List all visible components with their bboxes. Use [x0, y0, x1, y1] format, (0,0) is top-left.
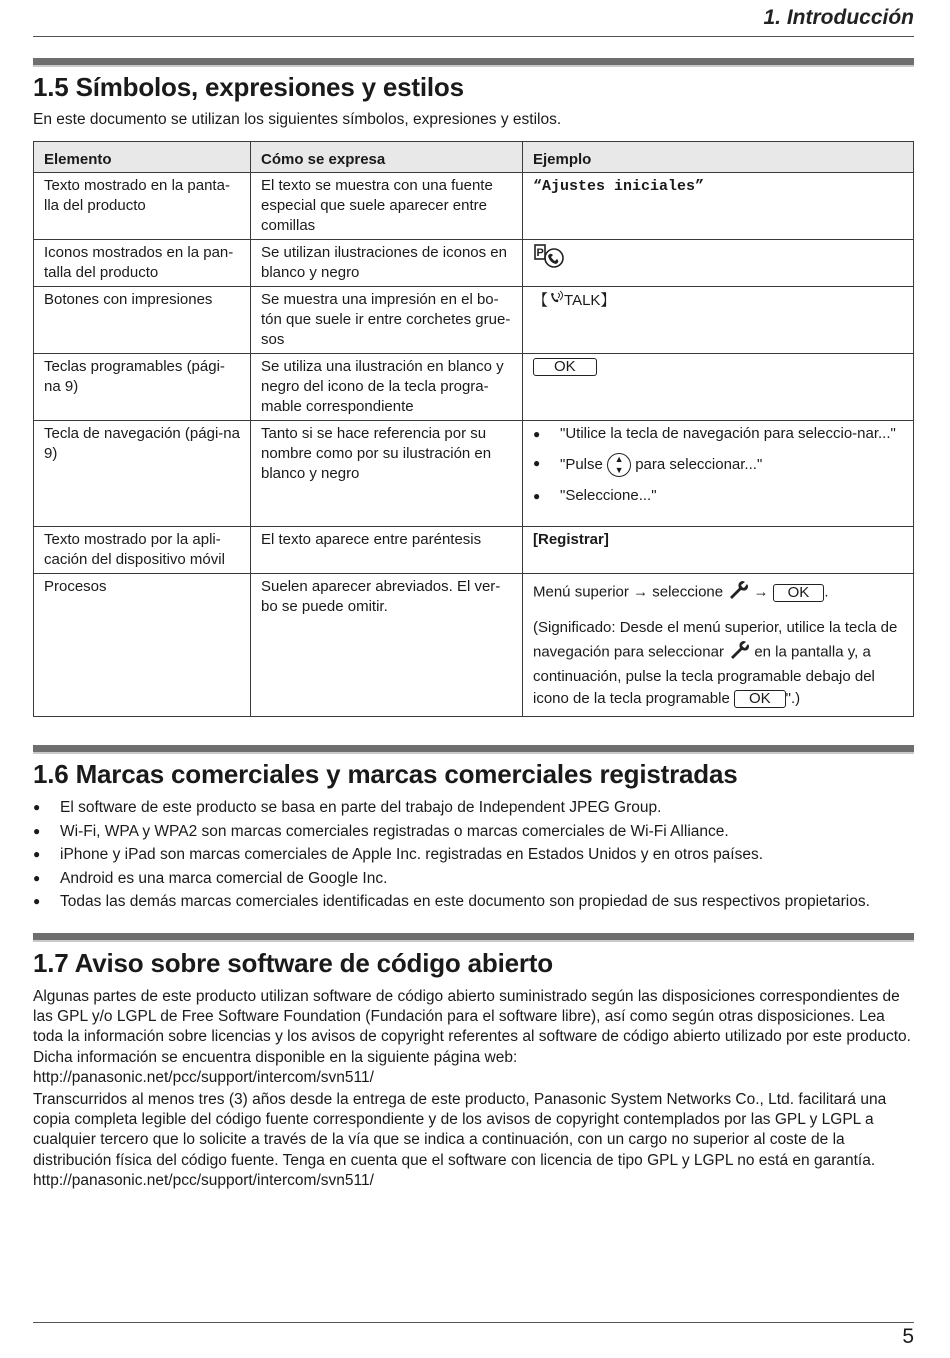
trademark-list	[33, 797, 870, 915]
open-source-paragraph: Transcurridos al menos tres (3) años desde la entrega de este producto, Panasonic System Networks Co., Ltd. facilitará una copia completa legible del código fuente correspondiente y de los avisos de copyright contemplados por las GPL y LGPL a cualquier tercero que lo solicite a través de la vía que se indica a continuación, con un cargo no superior al coste de la distribución física del código fuente. Tenga en cuenta que el software con licencia de tipo GPL y LGPL no está en garantía.	[33, 1091, 887, 1169]
list-item: ● El software de este producto se basa en parte del trabajo de Independent JPEG Group.	[33, 797, 870, 821]
section-title-1-6: 1.6 Marcas comerciales y marcas comerciales registradas	[33, 759, 738, 789]
process-text: Menú superior	[533, 583, 629, 601]
cell-element: Botones con impresiones	[34, 287, 251, 354]
section-bar	[33, 58, 914, 67]
process-text: .	[824, 583, 829, 601]
app-text-example: [Registrar]	[533, 531, 609, 548]
cell-example	[523, 240, 914, 287]
cell-element: Texto mostrado en la panta-lla del producto	[34, 173, 251, 240]
open-source-url[interactable]: http://panasonic.net/pcc/support/intercom/svn511/	[33, 1069, 374, 1086]
cell-how: Se utiliza una ilustración en blanco y negro del icono de la tecla progra-mable correspondiente	[251, 354, 523, 421]
wrench-icon	[727, 579, 749, 606]
arrow-right-icon: →	[633, 583, 649, 601]
column-header-how: Cómo se expresa	[251, 142, 523, 173]
list-item: ● "Seleccione..."	[533, 486, 903, 506]
phonebook-icon	[533, 243, 567, 275]
open-source-url[interactable]: http://panasonic.net/pcc/support/intercom/svn511/	[33, 1172, 374, 1189]
ok-softkey-icon: OK	[533, 358, 597, 376]
meaning-text: en la pantalla y, a continuación, pulse la tecla programable debajo del icono de la tecla programable	[533, 643, 875, 707]
section-intro: En este documento se utilizan los siguientes símbolos, expresiones y estilos.	[33, 111, 562, 128]
bracket-close: 】	[600, 291, 616, 309]
cell-element: Tecla de navegación (pági-na 9)	[34, 421, 251, 527]
cell-example	[523, 287, 914, 354]
cell-element: Texto mostrado por la apli-cación del dispositivo móvil	[34, 527, 251, 574]
table-row	[34, 574, 914, 717]
cell-example	[523, 421, 914, 527]
table-row	[34, 240, 914, 287]
table-row	[34, 354, 914, 421]
list-item	[533, 453, 903, 477]
example-list	[533, 424, 903, 506]
header-rule	[33, 36, 914, 37]
arrow-right-icon: →	[753, 583, 769, 601]
wrench-icon	[728, 639, 750, 666]
symbols-table	[33, 141, 914, 717]
process-text: seleccione	[652, 583, 724, 601]
cell-element: Procesos	[34, 574, 251, 717]
cell-how: Se utilizan ilustraciones de iconos en blanco y negro	[251, 240, 523, 287]
cell-how: Se muestra una impresión en el bo-tón que suele ir entre corchetes grue-sos	[251, 287, 523, 354]
cell-how: El texto aparece entre paréntesis	[251, 527, 523, 574]
talk-label: TALK	[564, 291, 601, 309]
ok-softkey-icon: OK	[734, 690, 786, 708]
ok-softkey-icon: OK	[773, 584, 825, 602]
list-item: ● iPhone y iPad son marcas comerciales de Apple Inc. registradas en Estados Unidos y en otros países.	[33, 844, 870, 868]
talk-phone-icon	[548, 290, 564, 312]
meaning-text: (Significado: Desde el menú superior, utilice la tecla de navegación para seleccionar	[533, 619, 898, 661]
cell-how: Tanto si se hace referencia por su nombre como por su ilustración en blanco y negro	[251, 421, 523, 527]
list-item: ● Android es una marca comercial de Google Inc.	[33, 868, 870, 892]
column-header-element: Elemento	[34, 142, 251, 173]
cell-how: Suelen aparecer abreviados. El ver-bo se puede omitir.	[251, 574, 523, 717]
section-title-1-5: 1.5 Símbolos, expresiones y estilos	[33, 72, 464, 102]
meaning-text: ".)	[785, 690, 801, 707]
svg-text:P: P	[536, 247, 544, 259]
list-item-text: "Pulse	[560, 455, 603, 473]
cell-how: El texto se muestra con una fuente especial que suele aparecer entre comillas	[251, 173, 523, 240]
cell-element: Iconos mostrados en la pan-talla del producto	[34, 240, 251, 287]
process-example	[533, 579, 903, 606]
bracket-open: 【	[533, 291, 549, 309]
cell-example	[523, 173, 914, 240]
chapter-header: 1. Introducción	[763, 6, 914, 29]
section-bar	[33, 933, 914, 942]
process-meaning	[533, 617, 903, 710]
open-source-paragraph: Algunas partes de este producto utilizan software de código abierto suministrado según las disposiciones correspondientes de las GPL y/o LGPL de Free Software Foundation (Fundación para el software libre), así como según otras disposiciones. Lea toda la información sobre licencias y los avisos de copyright referentes al software de código abierto utilizado por este producto. Dicha información se encuentra disponible en la siguiente página web:	[33, 988, 911, 1066]
cell-example	[523, 574, 914, 717]
table-row	[34, 173, 914, 240]
column-header-example: Ejemplo	[523, 142, 914, 173]
page-number: 5	[902, 1325, 914, 1348]
table-row	[34, 287, 914, 354]
table-row	[34, 527, 914, 574]
cell-example	[523, 527, 914, 574]
list-item: ● Wi-Fi, WPA y WPA2 son marcas comerciales registradas o marcas comerciales de Wi-Fi Alliance.	[33, 821, 870, 845]
list-item: ● "Utilice la tecla de navegación para seleccio-nar..."	[533, 424, 903, 444]
cell-example	[523, 354, 914, 421]
cell-element: Teclas programables (pági-na 9)	[34, 354, 251, 421]
display-text-example: “Ajustes iniciales”	[533, 178, 705, 195]
footer-rule	[33, 1322, 914, 1323]
table-header-row	[34, 142, 914, 173]
section-bar	[33, 745, 914, 754]
navigation-key-icon: ▲ ▼	[607, 453, 631, 477]
list-item-text: para seleccionar..."	[635, 455, 763, 473]
table-row	[34, 421, 914, 527]
list-item: ● Todas las demás marcas comerciales identificadas en este documento son propiedad de sus respectivos propietarios.	[33, 891, 870, 915]
section-title-1-7: 1.7 Aviso sobre software de código abierto	[33, 948, 553, 978]
